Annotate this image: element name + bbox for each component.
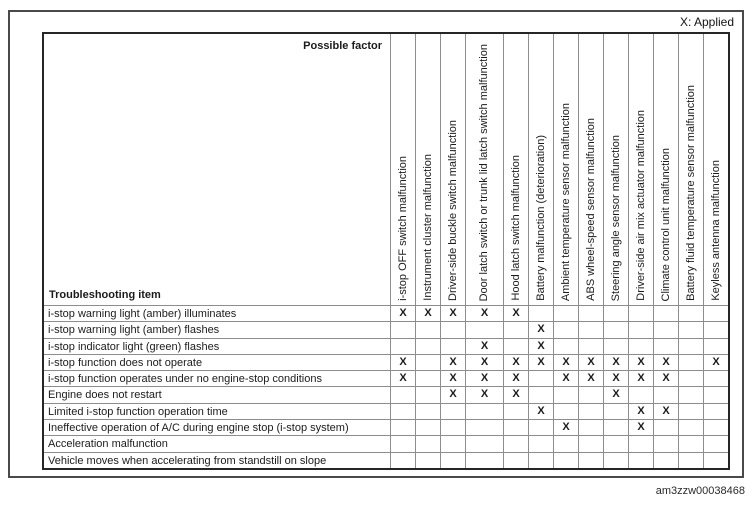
- empty-mark-cell: [628, 452, 653, 468]
- applied-mark-cell: X: [503, 386, 528, 402]
- empty-mark-cell: [503, 403, 528, 419]
- empty-mark-cell: [465, 321, 503, 337]
- applied-mark-cell: X: [390, 370, 415, 386]
- empty-mark-cell: [678, 321, 703, 337]
- empty-mark-cell: [678, 435, 703, 451]
- empty-mark-cell: [465, 452, 503, 468]
- troubleshooting-row-label: i-stop function does not operate: [44, 354, 390, 370]
- empty-mark-cell: [553, 338, 578, 354]
- empty-mark-cell: [653, 338, 678, 354]
- applied-legend: X: Applied: [679, 15, 734, 29]
- troubleshooting-row-label: i-stop warning light (amber) flashes: [44, 321, 390, 337]
- empty-mark-cell: [678, 338, 703, 354]
- empty-mark-cell: [578, 321, 603, 337]
- matrix-corner-cell: [44, 34, 390, 305]
- empty-mark-cell: [415, 403, 440, 419]
- applied-mark-cell: X: [465, 338, 503, 354]
- empty-mark-cell: [703, 452, 728, 468]
- applied-mark-cell: X: [603, 354, 628, 370]
- empty-mark-cell: [678, 403, 703, 419]
- factor-header-label: Climate control unit malfunction: [659, 147, 672, 301]
- factor-header-13: [703, 34, 728, 305]
- troubleshooting-row-label: Acceleration malfunction: [44, 435, 390, 451]
- empty-mark-cell: [628, 305, 653, 321]
- factor-header-5: [503, 34, 528, 305]
- applied-mark-cell: X: [553, 354, 578, 370]
- empty-mark-cell: [628, 386, 653, 402]
- empty-mark-cell: [578, 403, 603, 419]
- empty-mark-cell: [703, 403, 728, 419]
- empty-mark-cell: [415, 435, 440, 451]
- empty-mark-cell: [415, 354, 440, 370]
- factor-header-12: [678, 34, 703, 305]
- applied-mark-cell: X: [465, 354, 503, 370]
- empty-mark-cell: [415, 452, 440, 468]
- troubleshooting-item-label: Troubleshooting item: [49, 289, 161, 301]
- empty-mark-cell: [578, 419, 603, 435]
- factor-header-9: [603, 34, 628, 305]
- troubleshooting-row-label: i-stop function operates under no engine-stop conditions: [44, 370, 390, 386]
- factor-header-label: Door latch switch or trunk lid latch switch malfunction: [478, 43, 491, 301]
- empty-mark-cell: [603, 403, 628, 419]
- factor-header-11: [653, 34, 678, 305]
- troubleshooting-matrix: [42, 32, 730, 470]
- factor-header-label: Driver-side buckle switch malfunction: [446, 120, 459, 301]
- empty-mark-cell: [503, 419, 528, 435]
- empty-mark-cell: [653, 435, 678, 451]
- applied-mark-cell: X: [503, 370, 528, 386]
- factor-header-label: Driver-side air mix actuator malfunction: [634, 110, 647, 301]
- applied-mark-cell: X: [415, 305, 440, 321]
- applied-mark-cell: X: [528, 354, 553, 370]
- applied-mark-cell: X: [578, 370, 603, 386]
- empty-mark-cell: [578, 435, 603, 451]
- applied-mark-cell: X: [653, 354, 678, 370]
- empty-mark-cell: [390, 452, 415, 468]
- applied-mark-cell: X: [553, 370, 578, 386]
- applied-mark-cell: X: [628, 419, 653, 435]
- factor-header-4: [465, 34, 503, 305]
- applied-mark-cell: X: [628, 354, 653, 370]
- factor-header-label: Instrument cluster malfunction: [421, 154, 434, 301]
- factor-header-10: [628, 34, 653, 305]
- empty-mark-cell: [390, 435, 415, 451]
- empty-mark-cell: [603, 419, 628, 435]
- empty-mark-cell: [678, 452, 703, 468]
- empty-mark-cell: [578, 338, 603, 354]
- empty-mark-cell: [390, 403, 415, 419]
- empty-mark-cell: [415, 321, 440, 337]
- applied-mark-cell: X: [503, 354, 528, 370]
- applied-mark-cell: X: [390, 354, 415, 370]
- empty-mark-cell: [678, 305, 703, 321]
- empty-mark-cell: [678, 419, 703, 435]
- factor-header-label: Battery malfunction (deterioration): [534, 135, 547, 301]
- empty-mark-cell: [653, 305, 678, 321]
- empty-mark-cell: [503, 435, 528, 451]
- factor-header-label: i-stop OFF switch malfunction: [396, 156, 409, 301]
- empty-mark-cell: [440, 338, 465, 354]
- figure-border: [8, 10, 744, 478]
- empty-mark-cell: [528, 452, 553, 468]
- empty-mark-cell: [440, 403, 465, 419]
- empty-mark-cell: [703, 419, 728, 435]
- troubleshooting-row-label: Vehicle moves when accelerating from standstill on slope: [44, 452, 390, 468]
- empty-mark-cell: [653, 386, 678, 402]
- applied-mark-cell: X: [603, 370, 628, 386]
- troubleshooting-row-label: Engine does not restart: [44, 386, 390, 402]
- factor-header-label: Keyless antenna malfunction: [709, 160, 722, 301]
- empty-mark-cell: [578, 452, 603, 468]
- empty-mark-cell: [703, 338, 728, 354]
- applied-mark-cell: X: [440, 370, 465, 386]
- empty-mark-cell: [628, 435, 653, 451]
- empty-mark-cell: [703, 386, 728, 402]
- factor-header-2: [415, 34, 440, 305]
- applied-mark-cell: X: [628, 403, 653, 419]
- applied-mark-cell: X: [503, 305, 528, 321]
- empty-mark-cell: [390, 386, 415, 402]
- empty-mark-cell: [415, 370, 440, 386]
- factor-header-label: ABS wheel-speed sensor malfunction: [584, 118, 597, 301]
- applied-mark-cell: X: [465, 305, 503, 321]
- empty-mark-cell: [653, 452, 678, 468]
- empty-mark-cell: [528, 419, 553, 435]
- empty-mark-cell: [390, 419, 415, 435]
- troubleshooting-row-label: i-stop indicator light (green) flashes: [44, 338, 390, 354]
- empty-mark-cell: [603, 452, 628, 468]
- applied-mark-cell: X: [390, 305, 415, 321]
- empty-mark-cell: [553, 305, 578, 321]
- applied-mark-cell: X: [603, 386, 628, 402]
- factor-header-label: Hood latch switch malfunction: [509, 155, 522, 301]
- possible-factor-label: Possible factor: [303, 40, 382, 52]
- factor-header-1: [390, 34, 415, 305]
- empty-mark-cell: [465, 419, 503, 435]
- applied-mark-cell: X: [578, 354, 603, 370]
- applied-mark-cell: X: [440, 354, 465, 370]
- factor-header-8: [578, 34, 603, 305]
- empty-mark-cell: [528, 305, 553, 321]
- troubleshooting-row-label: i-stop warning light (amber) illuminates: [44, 305, 390, 321]
- empty-mark-cell: [503, 321, 528, 337]
- factor-header-6: [528, 34, 553, 305]
- applied-mark-cell: X: [528, 338, 553, 354]
- factor-header-label: Ambient temperature sensor malfunction: [559, 102, 572, 301]
- empty-mark-cell: [578, 305, 603, 321]
- empty-mark-cell: [553, 435, 578, 451]
- applied-mark-cell: X: [553, 419, 578, 435]
- troubleshooting-row-label: Ineffective operation of A/C during engine stop (i-stop system): [44, 419, 390, 435]
- empty-mark-cell: [440, 452, 465, 468]
- factor-header-3: [440, 34, 465, 305]
- empty-mark-cell: [465, 435, 503, 451]
- applied-mark-cell: X: [465, 386, 503, 402]
- empty-mark-cell: [628, 321, 653, 337]
- empty-mark-cell: [678, 370, 703, 386]
- empty-mark-cell: [528, 435, 553, 451]
- empty-mark-cell: [465, 403, 503, 419]
- empty-mark-cell: [440, 321, 465, 337]
- empty-mark-cell: [703, 435, 728, 451]
- empty-mark-cell: [703, 370, 728, 386]
- empty-mark-cell: [578, 386, 603, 402]
- empty-mark-cell: [528, 386, 553, 402]
- empty-mark-cell: [603, 435, 628, 451]
- empty-mark-cell: [653, 321, 678, 337]
- empty-mark-cell: [603, 305, 628, 321]
- empty-mark-cell: [653, 419, 678, 435]
- empty-mark-cell: [390, 321, 415, 337]
- empty-mark-cell: [678, 354, 703, 370]
- empty-mark-cell: [528, 370, 553, 386]
- applied-mark-cell: X: [440, 305, 465, 321]
- applied-mark-cell: X: [703, 354, 728, 370]
- empty-mark-cell: [440, 419, 465, 435]
- figure-code: am3zzw00038468: [655, 485, 745, 497]
- empty-mark-cell: [503, 452, 528, 468]
- applied-mark-cell: X: [628, 370, 653, 386]
- empty-mark-cell: [553, 403, 578, 419]
- empty-mark-cell: [628, 338, 653, 354]
- applied-mark-cell: X: [653, 370, 678, 386]
- empty-mark-cell: [415, 338, 440, 354]
- applied-mark-cell: X: [440, 386, 465, 402]
- applied-mark-cell: X: [653, 403, 678, 419]
- empty-mark-cell: [553, 386, 578, 402]
- empty-mark-cell: [503, 338, 528, 354]
- applied-mark-cell: X: [465, 370, 503, 386]
- troubleshooting-row-label: Limited i-stop function operation time: [44, 403, 390, 419]
- empty-mark-cell: [415, 419, 440, 435]
- empty-mark-cell: [415, 386, 440, 402]
- empty-mark-cell: [678, 386, 703, 402]
- empty-mark-cell: [603, 338, 628, 354]
- empty-mark-cell: [553, 452, 578, 468]
- applied-mark-cell: X: [528, 321, 553, 337]
- empty-mark-cell: [603, 321, 628, 337]
- empty-mark-cell: [553, 321, 578, 337]
- empty-mark-cell: [703, 321, 728, 337]
- empty-mark-cell: [703, 305, 728, 321]
- factor-header-label: Steering angle sensor malfunction: [609, 134, 622, 301]
- applied-mark-cell: X: [528, 403, 553, 419]
- empty-mark-cell: [390, 338, 415, 354]
- factor-header-label: Battery fluid temperature sensor malfunction: [684, 85, 697, 301]
- empty-mark-cell: [440, 435, 465, 451]
- factor-header-7: [553, 34, 578, 305]
